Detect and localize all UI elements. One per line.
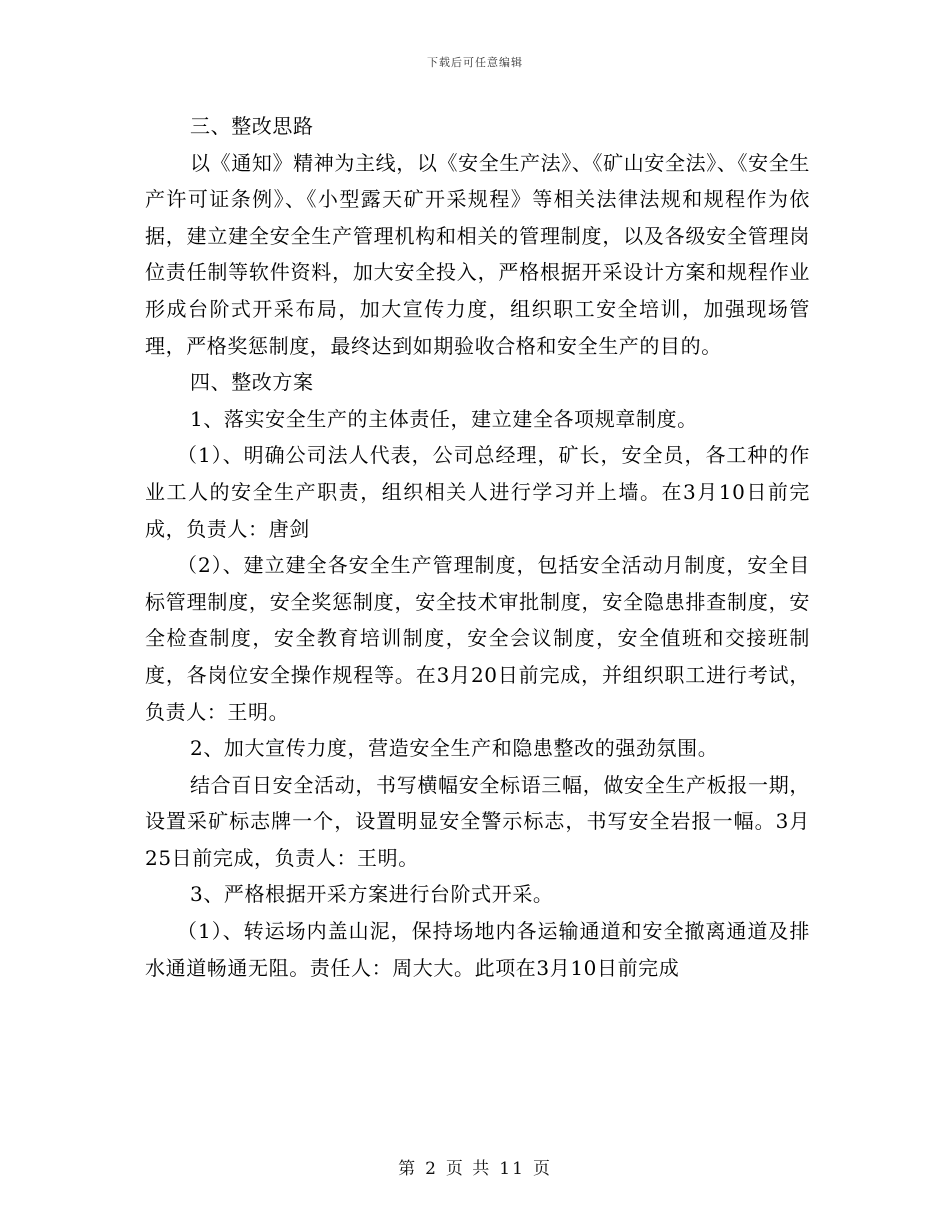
page-header-note: 下载后可任意编辑: [427, 56, 523, 69]
footer-page-number: 2: [425, 1159, 438, 1179]
item-heading-2: 2、加大宣传力度，营造安全生产和隐患整改的强劲氛围。: [190, 736, 719, 761]
item-heading-1: 1、落实安全生产的主体责任，建立建全各项规章制度。: [190, 406, 698, 431]
footer-middle: 页 共: [445, 1159, 492, 1179]
footer-prefix: 第: [398, 1159, 418, 1179]
document-body: [145, 108, 810, 986]
sub-item-1-2: （2）、建立建全各安全生产管理制度，包括安全活动月制度，安全目标管理制度，安全奖惩制度，安全技术审批制度，安全隐患排查制度，安全检查制度，安全教育培训制度，安全会议制度，安全值班和交接班制度，各岗位安全操作规程等。在3月20日前完成，并组织职工进行考试，负责人：王明。: [145, 553, 810, 724]
paragraph-approach: 以《通知》精神为主线，以《安全生产法》、《矿山安全法》、《安全生产许可证条例》、《小型露天矿开采规程》等相关法律法规和规程作为依据，建立建全安全生产管理机构和相关的管理制度，以及各级安全管理岗位责任制等软件资料，加大安全投入，严格根据开采设计方案和规程作业形成台阶式开采布局，加大宣传力度，组织职工安全培训，加强现场管理，严格奖惩制度，最终达到如期验收合格和安全生产的目的。: [145, 150, 810, 358]
sub-item-1-1: （1）、明确公司法人代表，公司总经理，矿长，安全员，各工种的作业工人的安全生产职责，组织相关人进行学习并上墙。在3月10日前完成，负责人：唐剑: [145, 443, 810, 541]
paragraph-publicity: 结合百日安全活动，书写横幅安全标语三幅，做安全生产板报一期，设置采矿标志牌一个，设置明显安全警示标志，书写安全岩报一幅。3月25日前完成，负责人：王明。: [145, 772, 810, 870]
footer-total-pages: 11: [499, 1159, 525, 1179]
item-heading-3: 3、严格根据开采方案进行台阶式开采。: [190, 882, 554, 907]
section-heading-3: 三、整改思路: [190, 114, 314, 138]
page-number-footer: [0, 1154, 950, 1179]
section-heading-4: 四、整改方案: [190, 370, 314, 395]
footer-suffix: 页: [532, 1159, 552, 1179]
sub-item-3-1: （1）、转运场内盖山泥，保持场地内各运输通道和安全撤离通道及排水通道畅通无阻。责任人：周大大。此项在3月10日前完成: [145, 919, 810, 980]
